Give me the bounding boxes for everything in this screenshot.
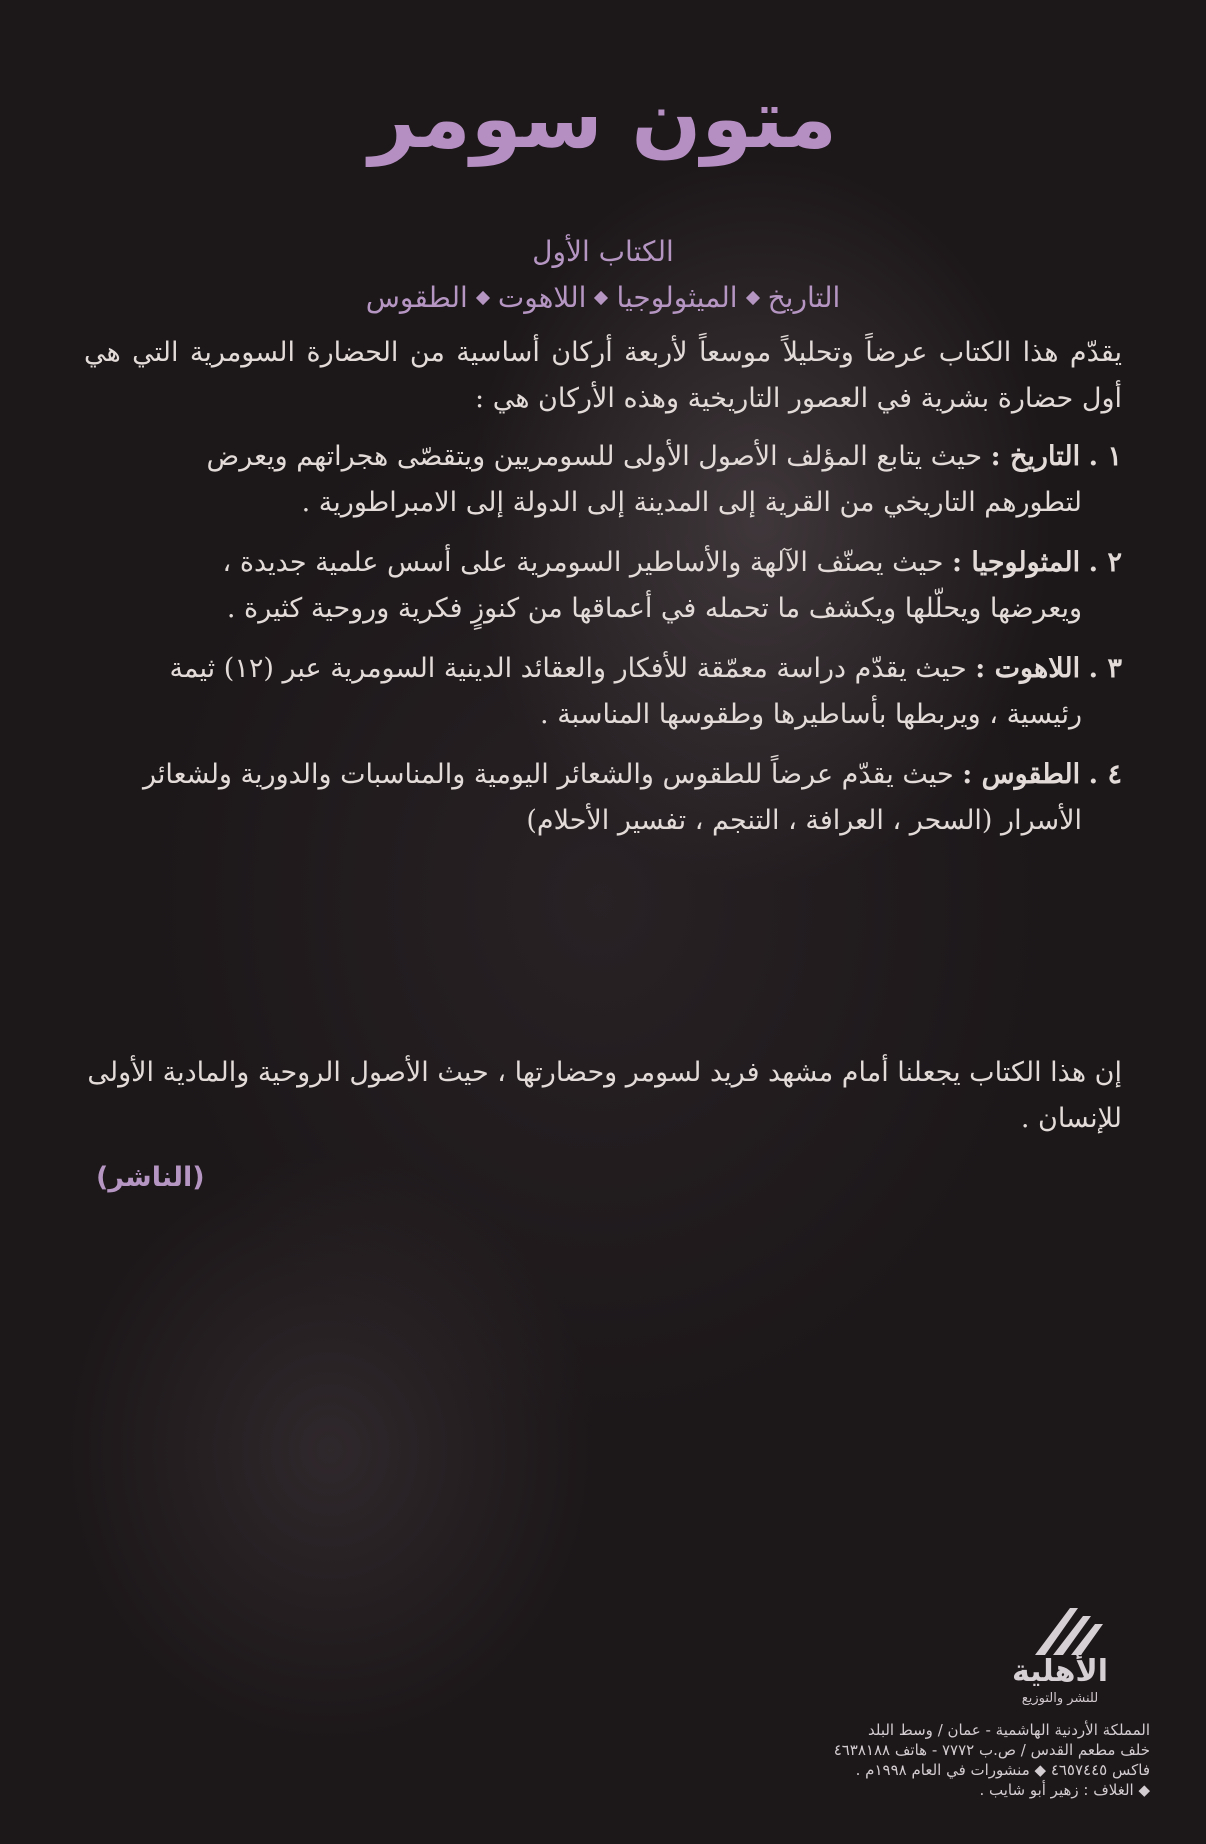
- intro-paragraph: يقدّم هذا الكتاب عرضاً وتحليلاً موسعاً لأربعة أركان أساسية من الحضارة السومرية التي هي أول حضارة بشرية في العصور التاريخية وهذه الأركان هي :: [84, 337, 1122, 414]
- topics-line: [0, 278, 1206, 318]
- pillar-text: حيث يقدّم دراسة معمّقة للأفكار والعقائد الدينية السومرية عبر (١٢) ثيمة: [169, 653, 967, 684]
- pillar-text: حيث يتابع المؤلف الأصول الأولى للسومريين ويتقصّى هجراتهم ويعرض: [206, 441, 983, 472]
- publisher-logo-tagline: للنشر والتوزيع: [1021, 1691, 1099, 1706]
- pillar-item: [84, 752, 1122, 844]
- pillar-item: [84, 540, 1122, 632]
- imprint-line: ◆ الغلاف : زهير أبو شايب .: [979, 1781, 1150, 1799]
- book-title: متون سومر: [368, 72, 838, 167]
- topic-mythology: الميثولوجيا: [616, 281, 738, 314]
- topic-rituals: الطقوس: [365, 281, 468, 314]
- pillar-text: حيث يصنّف الآلهة والأساطير السومرية على أسس علمية جديدة ،: [222, 547, 944, 578]
- pillar-text: حيث يقدّم عرضاً للطقوس والشعائر اليومية والمناسبات والدورية ولشعائر: [142, 759, 954, 790]
- diamond-separator-icon: [476, 291, 490, 305]
- publisher-logo: [970, 1600, 1150, 1706]
- pillar-continuation: الأسرار (السحر ، العرافة ، التنجم ، تفسير الأحلام): [526, 805, 1082, 836]
- pillar-item: [84, 646, 1122, 738]
- diamond-separator-icon: [594, 291, 608, 305]
- pillar-continuation: ويعرضها ويحلّلها ويكشف ما تحمله في أعماقها من كنوزٍ فكرية وروحية كثيرة .: [226, 593, 1082, 624]
- pillar-name: اللاهوت :: [975, 653, 1081, 684]
- imprint-line: المملكة الأردنية الهاشمية - عمان / وسط البلد: [868, 1721, 1150, 1739]
- book-number: الكتاب الأول: [532, 235, 674, 268]
- publisher-logo-name: الأهلية: [1011, 1654, 1109, 1689]
- pillar-number: ٣ .: [1088, 653, 1122, 684]
- header: [0, 70, 1206, 318]
- topic-theology: اللاهوت: [497, 281, 587, 314]
- pillars-list: [84, 434, 1122, 858]
- imprint-block: [760, 1720, 1150, 1800]
- pillar-continuation: لتطورهم التاريخي من القرية إلى المدينة إلى الدولة إلى الامبراطورية .: [301, 487, 1082, 518]
- closing-paragraph: إن هذا الكتاب يجعلنا أمام مشهد فريد لسومر وحضارتها ، حيث الأصول الروحية والمادية الأولى للإنسان .: [87, 1057, 1122, 1134]
- imprint-line: خلف مطعم القدس / ص.ب ٧٧٧٢ - هاتف ٤٦٣٨١٨٨: [833, 1741, 1150, 1759]
- pillar-item: [84, 434, 1122, 526]
- pillar-number: ١ .: [1088, 441, 1122, 472]
- imprint-line: فاكس ٤٦٥٧٤٤٥ ◆ منشورات في العام ١٩٩٨م .: [855, 1761, 1150, 1779]
- pillar-name: المثولوجيا :: [952, 547, 1081, 578]
- diamond-separator-icon: [746, 291, 760, 305]
- pillar-name: التاريخ :: [990, 441, 1081, 472]
- publisher-logo-icon: [1015, 1600, 1105, 1660]
- pillar-continuation: رئيسية ، ويربطها بأساطيرها وطقوسها المناسبة .: [540, 699, 1082, 730]
- publisher-signature: (الناشر): [96, 1162, 205, 1193]
- pillar-name: الطقوس :: [962, 759, 1081, 790]
- pillar-number: ٢ .: [1088, 547, 1122, 578]
- pillar-number: ٤ .: [1088, 759, 1122, 790]
- topic-history: التاريخ: [767, 281, 841, 314]
